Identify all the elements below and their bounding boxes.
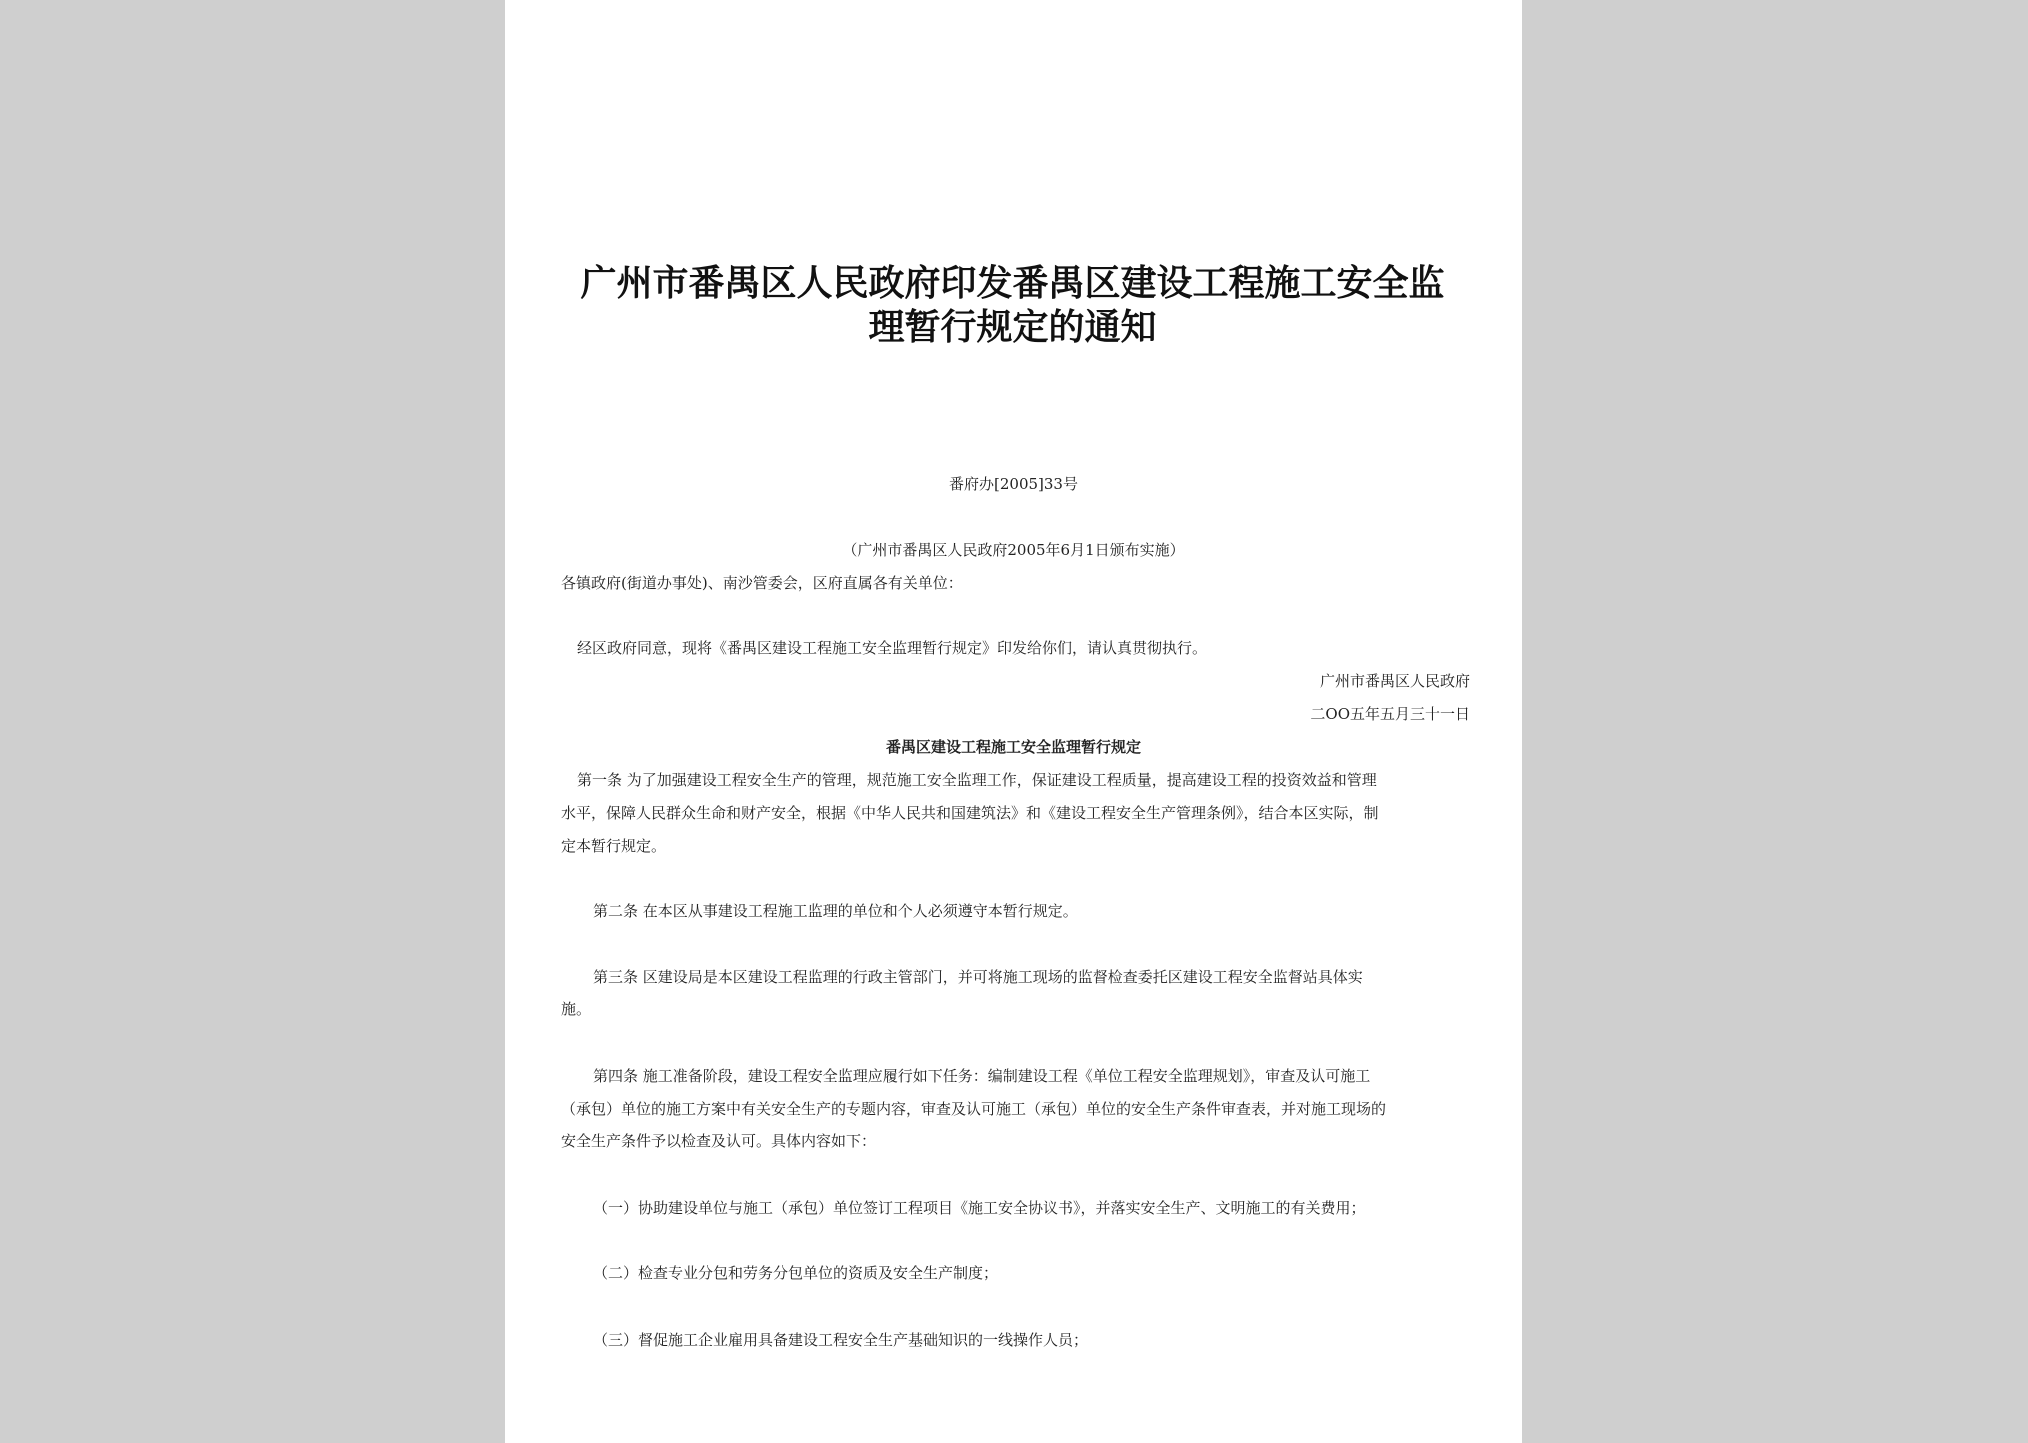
document-page xyxy=(505,0,1522,1443)
article-4-line-1: 第四条 施工准备阶段，建设工程安全监理应履行如下任务：编制建设工程《单位工程安全监理规划》，审查及认可施工 xyxy=(593,1067,1371,1085)
article-1-line-3: 定本暂行规定。 xyxy=(561,837,667,855)
promulgation-note: （广州市番禺区人民政府2005年6月1日颁布实施） xyxy=(842,541,1185,559)
article-4-item-1: （一）协助建设单位与施工（承包）单位签订工程项目《施工安全协议书》，并落实安全生产、文明施工的有关费用； xyxy=(593,1199,1366,1217)
document-title-line-1: 广州市番禺区人民政府印发番禺区建设工程施工安全监 xyxy=(580,263,1445,304)
article-4-line-2: （承包）单位的施工方案中有关安全生产的专题内容，审查及认可施工（承包）单位的安全生产条件审查表，并对施工现场的 xyxy=(561,1100,1387,1118)
regulation-title: 番禺区建设工程施工安全监理暂行规定 xyxy=(885,738,1141,756)
article-2: 第二条 在本区从事建设工程施工监理的单位和个人必须遵守本暂行规定。 xyxy=(593,902,1078,920)
document-title xyxy=(560,262,1465,350)
article-1-line-2: 水平，保障人民群众生命和财产安全，根据《中华人民共和国建筑法》和《建设工程安全生产管理条例》，结合本区实际，制 xyxy=(561,804,1379,822)
article-3-line-2: 施。 xyxy=(561,1000,592,1018)
document-number: 番府办[2005]33号 xyxy=(949,475,1078,493)
signature-organization: 广州市番禺区人民政府 xyxy=(1319,672,1470,690)
article-1-line-1: 第一条 为了加强建设工程安全生产的管理，规范施工安全监理工作，保证建设工程质量，提高建设工程的投资效益和管理 xyxy=(577,771,1377,789)
article-4-line-3: 安全生产条件予以检查及认可。具体内容如下： xyxy=(561,1132,877,1150)
document-title-line-2: 理暂行规定的通知 xyxy=(868,307,1157,348)
article-3-line-1: 第三条 区建设局是本区建设工程监理的行政主管部门，并可将施工现场的监督检查委托区建设工程安全监督站具体实 xyxy=(593,968,1363,986)
signature-date: 二OO五年五月三十一日 xyxy=(1310,705,1470,723)
article-4-item-2: （二）检查专业分包和劳务分包单位的资质及安全生产制度； xyxy=(593,1264,999,1282)
addressees: 各镇政府(街道办事处)、南沙管委会，区府直属各有关单位： xyxy=(561,574,963,592)
article-4-item-3: （三）督促施工企业雇用具备建设工程安全生产基础知识的一线操作人员； xyxy=(593,1331,1089,1349)
notice-body: 经区政府同意，现将《番禺区建设工程施工安全监理暂行规定》印发给你们，请认真贯彻执行。 xyxy=(577,639,1208,657)
